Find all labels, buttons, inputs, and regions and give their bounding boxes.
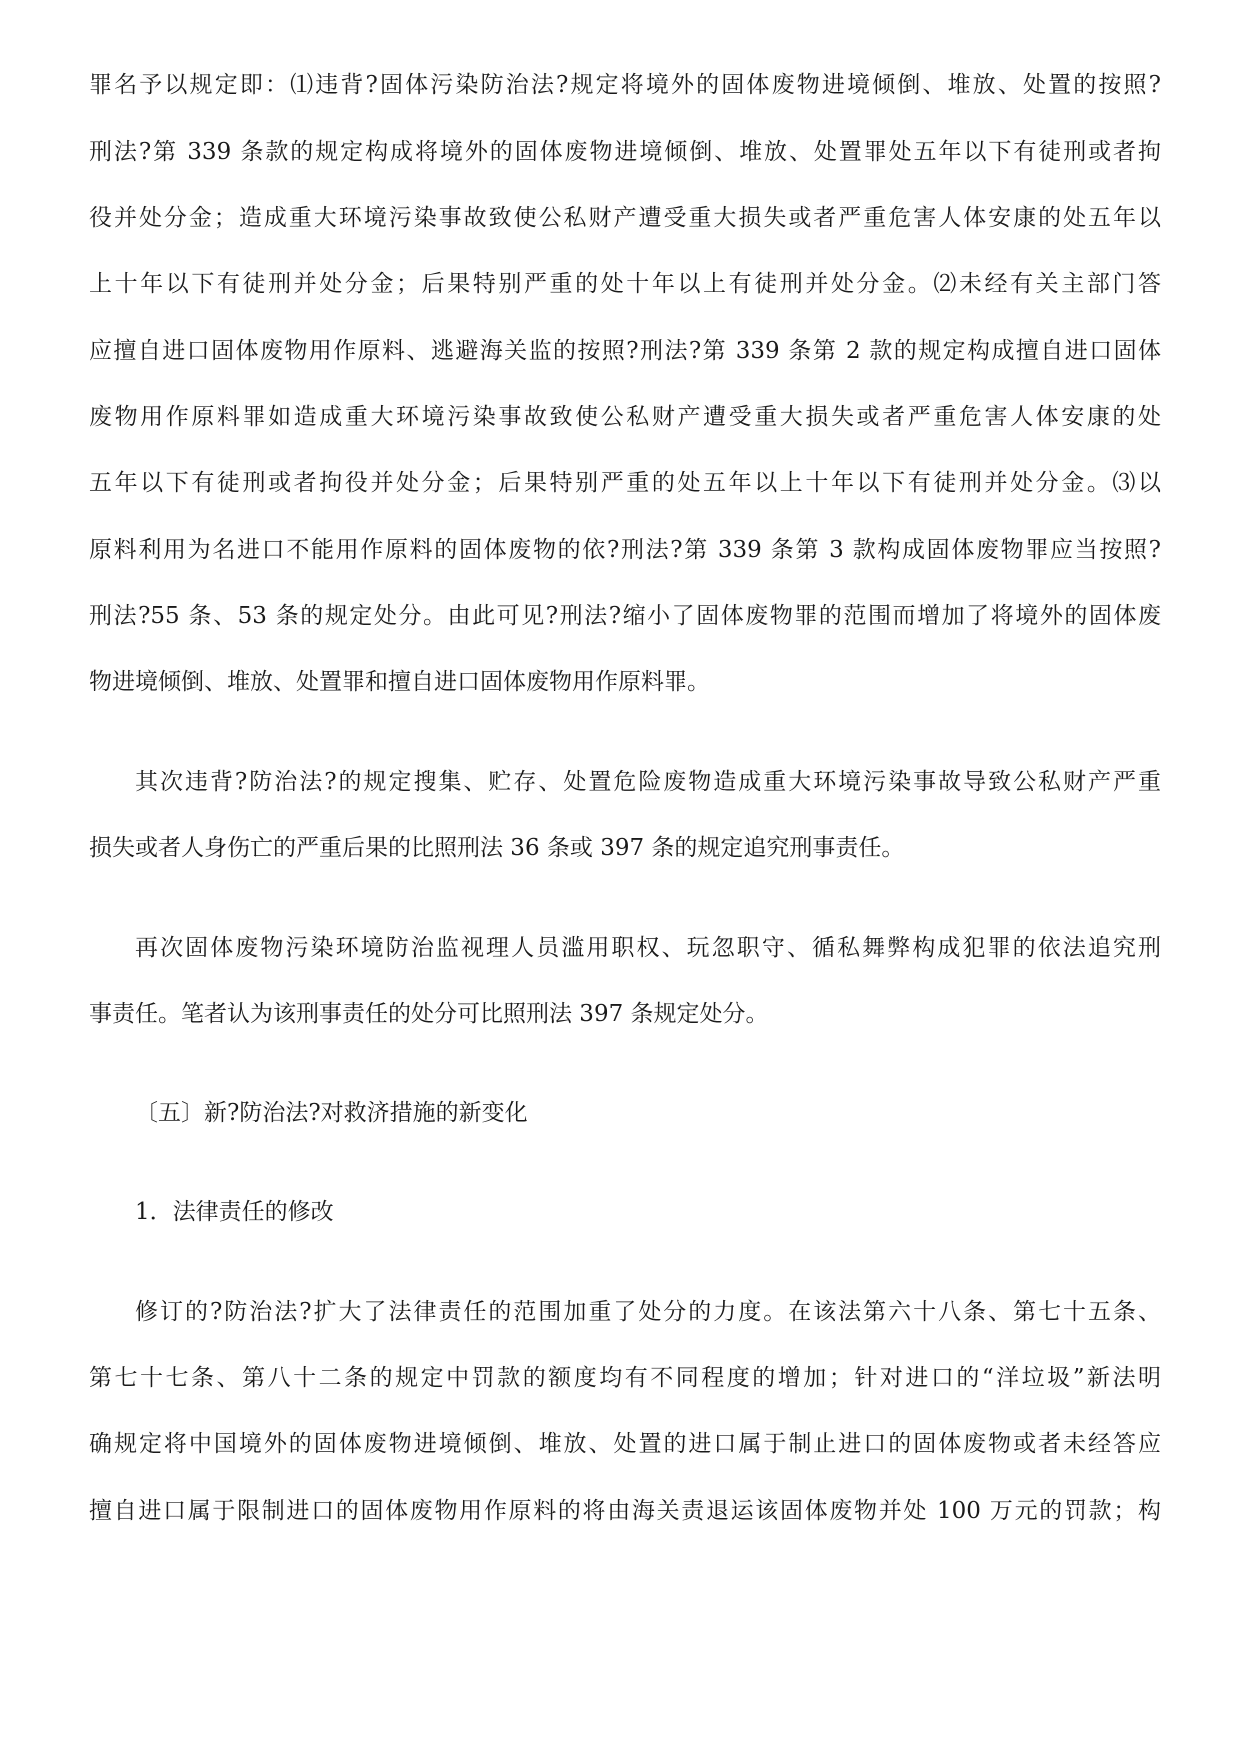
body-text-line: 损失或者人身伤亡的严重后果的比照刑法 36 条或 397 条的规定追究刑事责任。 — [89, 835, 905, 861]
body-text-line: 五年以下有徒刑或者拘役并处分金；后果特别严重的处五年以上十年以下有徒刑并处分金。⑶以 — [89, 470, 1161, 496]
body-text-line: 擅自进口属于限制进口的固体废物用作原料的将由海关责退运该固体废物并处 100 万元的罚款；构 — [89, 1498, 1161, 1524]
subsection-heading: 1．法律责任的修改 — [135, 1199, 334, 1225]
body-text-line: 其次违背?防治法?的规定搜集、贮存、处置危险废物造成重大环境污染事故导致公私财产严重 — [135, 769, 1161, 795]
body-text-line: 修订的?防治法?扩大了法律责任的范围加重了处分的力度。在该法第六十八条、第七十五条、 — [135, 1299, 1161, 1325]
body-text-line: 确规定将中国境外的固体废物进境倾倒、堆放、处置的进口属于制止进口的固体废物或者未经答应 — [89, 1431, 1161, 1457]
body-text-line: 罪名予以规定即：⑴违背?固体污染防治法?规定将境外的固体废物进境倾倒、堆放、处置的按照? — [89, 72, 1161, 98]
body-text-line: 刑法?55 条、53 条的规定处分。由此可见?刑法?缩小了固体废物罪的范围而增加了将境外的固体废 — [89, 603, 1161, 629]
body-text-line: 再次固体废物污染环境防治监视理人员滥用职权、玩忽职守、循私舞弊构成犯罪的依法追究刑 — [135, 935, 1161, 961]
body-text-line: 物进境倾倒、堆放、处置罪和擅自进口固体废物用作原料罪。 — [89, 669, 710, 695]
body-text-line: 刑法?第 339 条款的规定构成将境外的固体废物进境倾倒、堆放、处置罪处五年以下有徒刑或者拘 — [89, 139, 1161, 165]
body-text-line: 役并处分金；造成重大环境污染事故致使公私财产遭受重大损失或者严重危害人体安康的处五年以 — [89, 205, 1161, 231]
body-text-line: 第七十七条、第八十二条的规定中罚款的额度均有不同程度的增加；针对进口的“洋垃圾”新法明 — [89, 1365, 1161, 1391]
body-text-line: 原料利用为名进口不能用作原料的固体废物的依?刑法?第 339 条第 3 款构成固体废物罪应当按照? — [89, 537, 1161, 563]
section-heading: 〔五〕新?防治法?对救济措施的新变化 — [135, 1100, 528, 1126]
body-text-line: 事责任。笔者认为该刑事责任的处分可比照刑法 397 条规定处分。 — [89, 1001, 769, 1027]
body-text-line: 上十年以下有徒刑并处分金；后果特别严重的处十年以上有徒刑并处分金。⑵未经有关主部门答 — [89, 271, 1161, 297]
body-text-line: 应擅自进口固体废物用作原料、逃避海关监的按照?刑法?第 339 条第 2 款的规定构成擅自进口固体 — [89, 338, 1161, 364]
body-text-line: 废物用作原料罪如造成重大环境污染事故致使公私财产遭受重大损失或者严重危害人体安康的处 — [89, 404, 1161, 430]
